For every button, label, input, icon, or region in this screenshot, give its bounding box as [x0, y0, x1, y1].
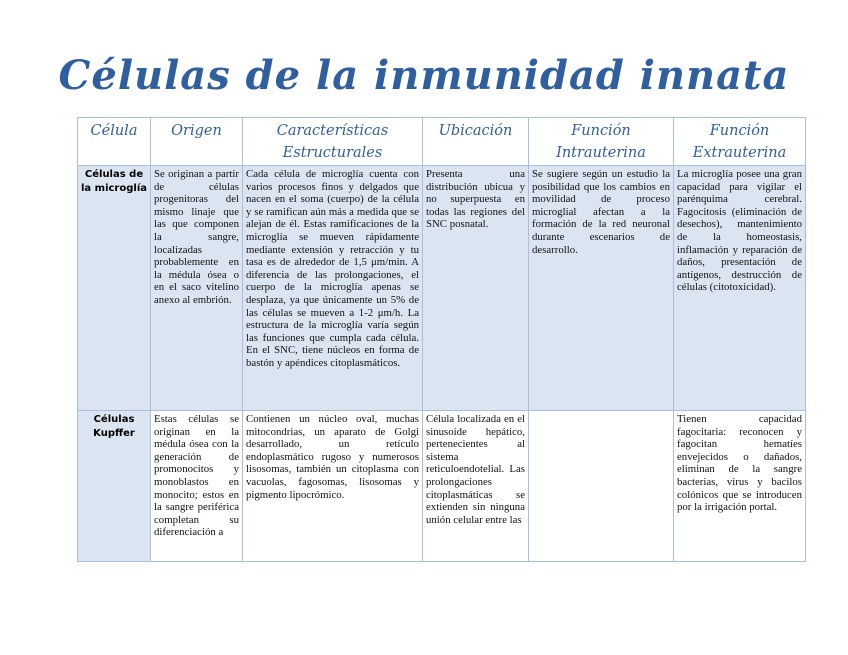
cell-ubicacion — [423, 411, 529, 562]
cell-text — [532, 413, 670, 559]
row-label-microglia: Células de la microglía — [78, 166, 151, 411]
cell-origen — [151, 166, 243, 411]
table-row — [78, 411, 806, 562]
row-label-kupffer: Células Kupffer — [78, 411, 151, 562]
header-celula: Célula — [78, 118, 151, 166]
cell-text: Se originan a partir de células progenitoras del mismo linaje que las que componen la sangre, localizadas probablemente en la médula ósea o en el saco vitelino anexo al embrión. — [154, 168, 239, 306]
cell-text: Se sugiere según un estudio la posibilidad que los cambios en movilidad de proceso microglial afectan a la formación de la red neuronal durante escenarios de desarrollo. — [532, 168, 670, 256]
cell-extrauterina — [674, 166, 806, 411]
cell-ubicacion — [423, 166, 529, 411]
table-row — [78, 166, 806, 411]
immunity-table — [77, 117, 806, 562]
cell-text: Contienen un núcleo oval, muchas mitocondrias, un aparato de Golgi desarrollado, un retículo endoplasmático rugoso y numerosos lisosomas, también un citoplasma con vacuolas, fagosomas, lisosomas y pigmento lipocrómico. — [246, 413, 419, 501]
header-row — [78, 118, 806, 166]
cell-text: La microglía posee una gran capacidad para vigilar el parénquima cerebral. Fagocitosis (eliminación de desechos), mantenimiento de la homeostasis, inflamación y reparación de daños, presentación de antígenos, destrucción de células (citotoxicidad). — [677, 168, 802, 294]
cell-extrauterina — [674, 411, 806, 562]
header-funcion-extrauterina: Función Extrauterina — [674, 118, 806, 166]
header-ubicacion: Ubicación — [423, 118, 529, 166]
cell-caracteristicas — [243, 411, 423, 562]
header-origen: Origen — [151, 118, 243, 166]
header-caracteristicas: Características Estructurales — [243, 118, 423, 166]
cell-text: Estas células se originan en la médula ósea con la generación de promonocitos y monoblastos en monocito; estos en la sangre periférica completan su diferenciación a — [154, 413, 239, 539]
header-funcion-intrauterina: Función Intrauterina — [529, 118, 674, 166]
cell-text: Célula localizada en el sinusoide hepático, pertenecientes al sistema reticuloendotelial. Las prolongaciones citoplasmáticas se extienden sin ninguna unión celular entre las — [426, 413, 525, 526]
cell-caracteristicas — [243, 166, 423, 411]
cell-intrauterina — [529, 411, 674, 562]
cell-text: Presenta una distribución ubicua y no superpuesta en todas las regiones del SNC posnatal. — [426, 168, 525, 231]
cell-origen — [151, 411, 243, 562]
page-title: Células de la inmunidad innata — [58, 52, 790, 99]
cell-text: Cada célula de microglía cuenta con varios procesos finos y delgados que nacen en el soma (cuerpo) de la célula y se ramifican aún más a medida que se alejan de él. Estas ramificaciones de la microglía se mueven rápidamente mediante extensión y retracción y tu tasa es de alrededor de 1,5 μm/min. A diferencia de las prolongaciones, el cuerpo de la microglía apenas se desplaza, ya que únicamente un 5% de las células se mueven a 1-2 μm/h. La estructura de la microglía varía según las funciones que cumpla cada célula. En el SNC, tiene núcleos en forma de bastón y apéndices citoplasmáticos. — [246, 168, 419, 369]
cell-intrauterina — [529, 166, 674, 411]
cell-text: Tienen capacidad fagocitaria: reconocen y fagocitan hematíes envejecidos o dañados, eliminan de la sangre bacterias, virus y bacilos colónicos que se introducen por la irrigación portal. — [677, 413, 802, 514]
